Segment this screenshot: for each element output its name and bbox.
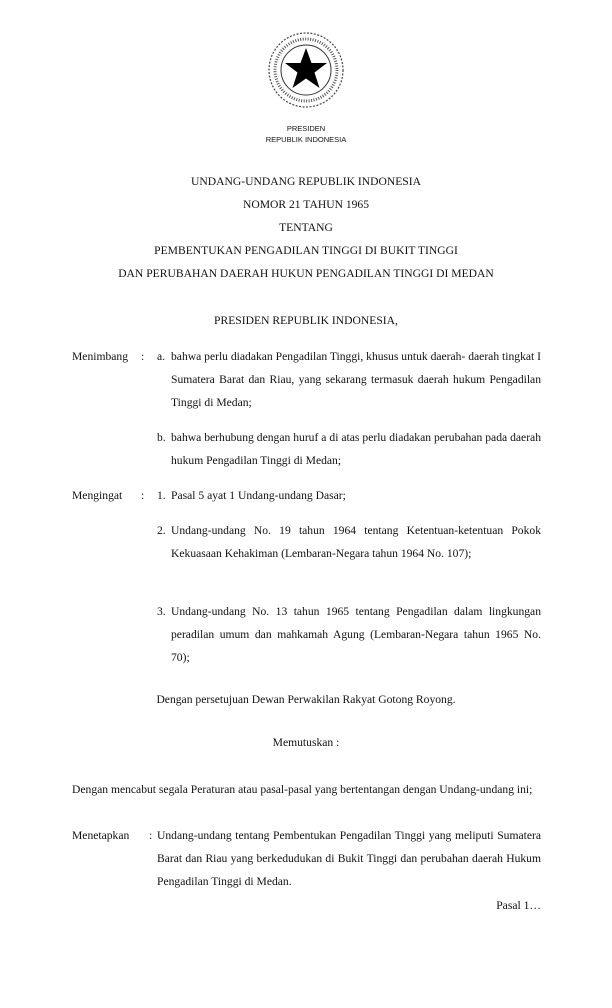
persetujuan: Dengan persetujuan Dewan Perwakilan Rakyat Gotong Royong. (156, 693, 456, 706)
item-marker: b. (157, 431, 166, 444)
mengingat-item-2: Undang-undang No. 19 tahun 1964 tentang Ketentuan-ketentuan Pokok Kekuasaan Kehakiman (Lembaran-Negara tahun 1964 No. 107); (171, 524, 541, 560)
menimbang-colon: : (141, 350, 145, 363)
office-line-1: PRESIDEN (286, 124, 326, 133)
title-line-2: NOMOR 21 TAHUN 1965 (242, 198, 370, 211)
menetapkan-colon: : (149, 829, 153, 842)
opening: PRESIDEN REPUBLIK INDONESIA, (214, 314, 398, 327)
title-line-3: TENTANG (279, 221, 333, 234)
menetapkan-label: Menetapkan (72, 829, 130, 842)
item-marker: 3. (157, 605, 166, 618)
item-marker: a. (157, 350, 166, 363)
continuation-marker: Pasal 1… (496, 899, 541, 912)
mengingat-label: Mengingat (72, 489, 123, 502)
menetapkan-text: Undang-undang tentang Pembentukan Pengadilan Tinggi yang meliputi Sumatera Barat dan Riau yang berkedudukan di Bukit Tinggi dan perubahan daerah Hukum Pengadilan Tinggi di Medan. (157, 829, 541, 888)
mengingat-item-3: Undang-undang No. 13 tahun 1965 tentang Pengadilan dalam lingkungan peradilan umum dan mahkamah Agung (Lembaran-Negara tahun 1965 No. 70); (171, 605, 541, 664)
menimbang-item-a: bahwa perlu diadakan Pengadilan Tinggi, khusus untuk daerah- daerah tingkat I Sumatera Barat dan Riau, yang sekarang termasuk daerah hukum Pengadilan Tinggi di Medan; (171, 350, 541, 409)
title-line-5: DAN PERUBAHAN DAERAH HUKUN PENGADILAN TINGGI DI MEDAN (118, 267, 494, 280)
mengingat-colon: : (141, 489, 145, 502)
mengingat-item-1: Pasal 5 ayat 1 Undang-undang Dasar; (171, 489, 346, 502)
garuda-star-emblem (266, 30, 346, 110)
menimbang-label: Menimbang (72, 350, 129, 363)
title-line-1: UNDANG-UNDANG REPUBLIK INDONESIA (191, 175, 421, 188)
item-marker: 1. (157, 489, 166, 502)
title-line-4: PEMBENTUKAN PENGADILAN TINGGI DI BUKIT TINGGI (154, 244, 458, 257)
office-line-2: REPUBLIK INDONESIA (265, 135, 347, 144)
menimbang-item-b: bahwa berhubung dengan huruf a di atas perlu diadakan perubahan pada daerah hukum Pengadilan Tinggi di Medan; (171, 431, 541, 467)
item-marker: 2. (157, 524, 166, 537)
mencabut-paragraph: Dengan mencabut segala Peraturan atau pasal-pasal yang bertentangan dengan Undang-undang ini; (72, 783, 533, 796)
memutuskan: Memutuskan : (272, 736, 340, 749)
